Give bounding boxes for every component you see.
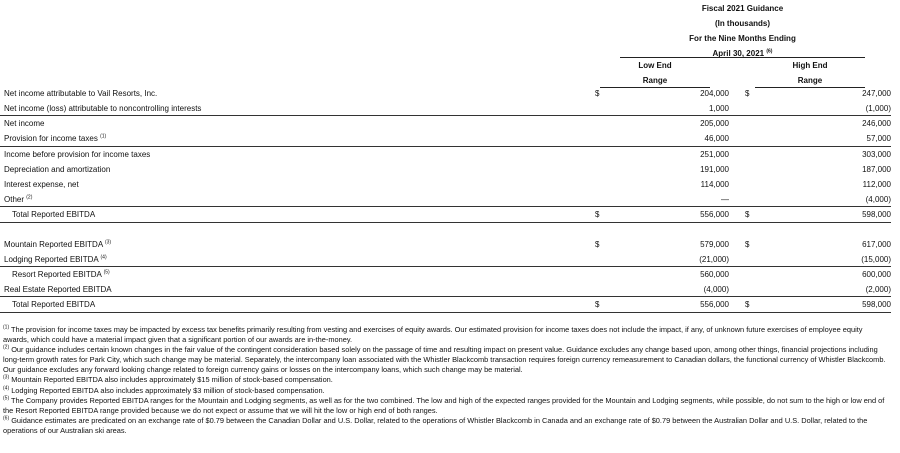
table-row bbox=[0, 192, 900, 207]
high-value: 617,000 bbox=[862, 240, 891, 249]
row-label: Provision for income taxes $^{(1)}$ bbox=[4, 133, 107, 143]
high-value: (2,000) bbox=[865, 285, 891, 294]
row-label: Other $^{(2)}$ bbox=[4, 194, 33, 204]
row-label: Net income (loss) attributable to noncontrolling interests bbox=[4, 104, 202, 113]
row-label: Income before provision for income taxes bbox=[4, 150, 151, 159]
footnote: $^{(6)}$ Guidance estimates are predicated on an exchange rate of $0.79 between the Canadian Dollar and U.S. Dollar, related to the operations of Whistler Blackcomb in Canada and an exchange rate of $0.79 between the Australian Dollar and U.S. Dollar, related to the operations of our Australian ski areas. bbox=[3, 415, 868, 435]
row-label: Net income attributable to Vail Resorts, Inc. bbox=[4, 89, 158, 98]
low-value: 204,000 bbox=[700, 89, 729, 98]
low-value: 1,000 bbox=[708, 104, 729, 113]
currency-symbol: $ bbox=[745, 300, 750, 309]
low-value: 251,000 bbox=[700, 150, 729, 159]
low-value: 46,000 bbox=[704, 134, 729, 143]
high-value: 598,000 bbox=[862, 300, 891, 309]
currency-symbol: $ bbox=[745, 89, 750, 98]
row-label: Interest expense, net bbox=[4, 180, 79, 189]
high-value: 600,000 bbox=[862, 270, 891, 279]
table-row bbox=[0, 131, 900, 146]
table-row bbox=[0, 147, 900, 162]
table-row bbox=[0, 101, 900, 116]
table-row-total bbox=[0, 297, 900, 312]
high-value: (1,000) bbox=[865, 104, 891, 113]
guidance-header bbox=[620, 1, 865, 61]
low-value: (21,000) bbox=[699, 255, 729, 264]
low-value: 114,000 bbox=[700, 180, 729, 189]
low-value: — bbox=[721, 195, 729, 204]
high-value: 57,000 bbox=[866, 134, 891, 143]
currency-symbol: $ bbox=[595, 240, 600, 249]
row-label: Depreciation and amortization bbox=[4, 165, 111, 174]
high-value: 112,000 bbox=[862, 180, 891, 189]
footnote: $^{(4)}$ Lodging Reported EBITDA also includes approximately $3 million of stock-based compensation. bbox=[3, 385, 325, 395]
footnotes bbox=[3, 325, 888, 436]
low-value: 191,000 bbox=[700, 165, 729, 174]
low-value: 556,000 bbox=[700, 210, 729, 219]
row-label: Total Reported EBITDA bbox=[12, 300, 96, 309]
table-row bbox=[0, 116, 900, 131]
currency-symbol: $ bbox=[595, 210, 600, 219]
row-label: Total Reported EBITDA bbox=[12, 210, 96, 219]
table-row bbox=[0, 162, 900, 177]
guidance-title: Fiscal 2021 Guidance bbox=[701, 4, 784, 13]
low-value: (4,000) bbox=[703, 285, 729, 294]
table-row bbox=[0, 252, 900, 267]
row-label: Mountain Reported EBITDA $^{(3)}$ bbox=[4, 239, 112, 249]
high-value: 187,000 bbox=[862, 165, 891, 174]
table-row bbox=[0, 237, 900, 252]
footnote: $^{(1)}$ The provision for income taxes may be impacted by excess tax benefits primarily resulting from vesting and exercises of equity awards. Our estimated provision for income taxes does not include the impact, if any, of unknown future exercises of employee equity awards, which could have a material impact given that a significant portion of our awards are in-the-money. bbox=[3, 324, 863, 345]
row-label: Lodging Reported EBITDA $^{(4)}$ bbox=[4, 254, 107, 264]
low-end-header: Low End Range bbox=[638, 61, 672, 85]
low-value: 579,000 bbox=[700, 240, 729, 249]
high-value: 246,000 bbox=[862, 119, 891, 128]
row-divider bbox=[0, 222, 891, 223]
high-value: 303,000 bbox=[862, 150, 891, 159]
row-divider bbox=[0, 312, 891, 313]
high-value: (4,000) bbox=[865, 195, 891, 204]
currency-symbol: $ bbox=[595, 300, 600, 309]
currency-symbol: $ bbox=[595, 89, 600, 98]
high-value: (15,000) bbox=[861, 255, 891, 264]
footnote: $^{(5)}$ The Company provides Reported EBITDA ranges for the Mountain and Lodging segments, as well as for the two combined. The low and high of the expected ranges provided for the Mountain and Lodging segments, while possible, do not sum to the high or low end of the Resort Reported EBITDA range provided because we do not expect or assume that we will hit the low or high end of both ranges. bbox=[3, 395, 885, 415]
high-value: 598,000 bbox=[862, 210, 891, 219]
guidance-date-note: (6) bbox=[766, 48, 773, 55]
footnote: $^{(3)}$ Mountain Reported EBITDA also includes approximately $15 million of stock-based compensation. bbox=[3, 375, 333, 385]
row-label: Resort Reported EBITDA $^{(5)}$ bbox=[12, 269, 110, 279]
row-label: Net income bbox=[4, 119, 45, 128]
guidance-units: (In thousands) bbox=[714, 19, 771, 28]
table-row bbox=[0, 177, 900, 192]
currency-symbol: $ bbox=[745, 210, 750, 219]
table-row-total bbox=[0, 207, 900, 222]
guidance-period: For the Nine Months Ending bbox=[689, 34, 796, 43]
high-value: 247,000 bbox=[862, 89, 891, 98]
high-end-header: High End Range bbox=[792, 61, 828, 85]
row-label: Real Estate Reported EBITDA bbox=[4, 285, 112, 294]
guidance-date: April 30, 2021 $^{(6)}$ bbox=[712, 48, 773, 58]
low-value: 205,000 bbox=[700, 119, 729, 128]
footnote: $^{(2)}$ Our guidance includes certain known changes in the fair value of the contingent consideration based solely on the passage of time and resulting impact on present value. Guidance excludes any change based upon, among other things, financial projections including long-term growth rates for Park City, which such change may be material. Separately, the intercompany loan associated with the Whistler Blackcomb transaction requires foreign currency remeasurement to Canadian dollars, the functional currency of Whistler Blackcomb. Our guidance excludes any forward looking change related to foreign currency gains or losses on the intercompany loans, which such change may be material. bbox=[3, 344, 886, 375]
low-value: 560,000 bbox=[700, 270, 729, 279]
currency-symbol: $ bbox=[745, 240, 750, 249]
table-row bbox=[0, 282, 900, 297]
low-value: 556,000 bbox=[700, 300, 729, 309]
table-row bbox=[0, 267, 900, 282]
table-row bbox=[0, 86, 900, 101]
